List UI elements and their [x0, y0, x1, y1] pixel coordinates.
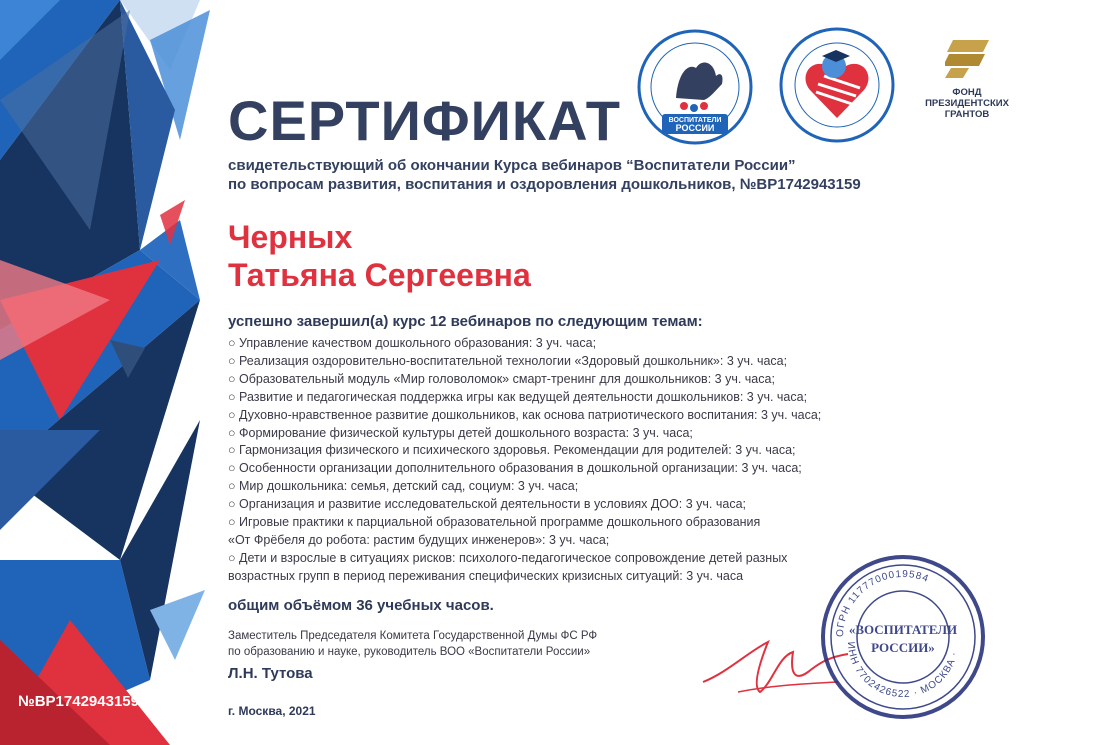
- signer-position: [228, 628, 597, 660]
- topic-item: ○ Реализация оздоровительно-воспитательной технологии «Здоровый дошкольник»: 3 уч. часа;: [228, 353, 788, 368]
- topic-item: ○ Особенности организации дополнительного образования в дошкольной организации: 3 уч. часа;: [228, 461, 802, 476]
- recipient-name: [228, 218, 531, 294]
- signer-position-line-2: по образованию и науке, руководитель ВОО «Воспитатели России»: [228, 646, 591, 658]
- topic-item: ○ Управление качеством дошкольного образования: 3 уч. часа;: [228, 336, 597, 350]
- institute-logo: [778, 26, 896, 144]
- completion-statement: успешно завершил(а) курс 12 вебинаров по следующим темам:: [228, 313, 703, 330]
- organization-logo: [636, 28, 754, 146]
- org-logo-line2: РОССИИ: [675, 123, 715, 133]
- official-stamp: [818, 552, 988, 722]
- certificate-title: СЕРТИФИКАТ: [228, 89, 621, 152]
- topic-item: «От Фрёбеля до робота: растим будущих инженеров»: 3 уч. часа;: [228, 532, 610, 547]
- signer-position-line-1: Заместитель Председателя Комитета Государственной Думы ФС РФ: [228, 630, 598, 642]
- fund-emblem-icon: [945, 40, 989, 78]
- topic-item: ○ Образовательный модуль «Мир головоломок» смарт-тренинг для дошкольников: 3 уч. часа;: [228, 371, 775, 386]
- certificate-number-badge: №ВР1742943159: [18, 693, 139, 710]
- signer-name: Л.Н. Тутова: [228, 665, 313, 682]
- fund-text-line3: ГРАНТОВ: [944, 109, 990, 120]
- presidential-grants-fund-logo: [912, 40, 1022, 130]
- subtitle-line-1: свидетельствующий об окончании Курса вебинаров “Воспитатели России”: [228, 157, 796, 174]
- certificate-subtitle: [228, 156, 988, 194]
- decorative-left-panel: [0, 0, 240, 745]
- topic-item: ○ Гармонизация физического и психического здоровья. Рекомендации для родителей: 3 уч. часа;: [228, 443, 796, 458]
- topic-item: ○ Дети и взрослые в ситуациях рисков: психолого-педагогическое сопровождение детей разных: [228, 550, 788, 565]
- stamp-center-line-2: РОССИИ»: [871, 640, 935, 655]
- stamp-center-line-1: «ВОСПИТАТЕЛИ: [848, 622, 958, 637]
- city-year: г. Москва, 2021: [228, 704, 316, 718]
- topic-item: ○ Игровые практики к парциальной образовательной программе дошкольного образования: [228, 515, 761, 530]
- org-logo-line1: ВОСПИТАТЕЛИ: [668, 117, 722, 124]
- stamp-ring-bottom-text: ИНН 7702426522 · МОСКВА ·: [844, 641, 961, 701]
- topics-list: [228, 335, 988, 586]
- topic-item: ○ Формирование физической культуры детей дошкольного возраста: 3 уч. часа;: [228, 425, 693, 440]
- recipient-last-name: Черных: [228, 219, 353, 255]
- recipient-first-names: Татьяна Сергеевна: [228, 257, 531, 293]
- fund-text-line1: ФОНД: [952, 87, 982, 98]
- total-hours: общим объёмом 36 учебных часов.: [228, 597, 494, 614]
- topic-item: возрастных групп в период переживания специфических кризисных ситуаций: 3 уч. часа: [228, 568, 744, 583]
- topic-item: ○ Организация и развитие исследовательской деятельности в условиях ДОО: 3 уч. часа;: [228, 497, 746, 512]
- topic-item: ○ Мир дошкольника: семья, детский сад, социум: 3 уч. часа;: [228, 479, 579, 494]
- topic-item: ○ Развитие и педагогическая поддержка игры как ведущей деятельности дошкольников: 3 уч. часа;: [228, 389, 808, 404]
- fund-text-line2: ПРЕЗИДЕНТСКИХ: [925, 98, 1009, 109]
- stamp-ring-top-text: ОГРН 1177700019584: [834, 568, 931, 638]
- subtitle-line-2: по вопросам развития, воспитания и оздоровления дошкольников, №ВР1742943159: [228, 176, 861, 193]
- topic-item: ○ Духовно-нравственное развитие дошкольников, как основа патриотического воспитания: 3 уч. часа;: [228, 407, 822, 422]
